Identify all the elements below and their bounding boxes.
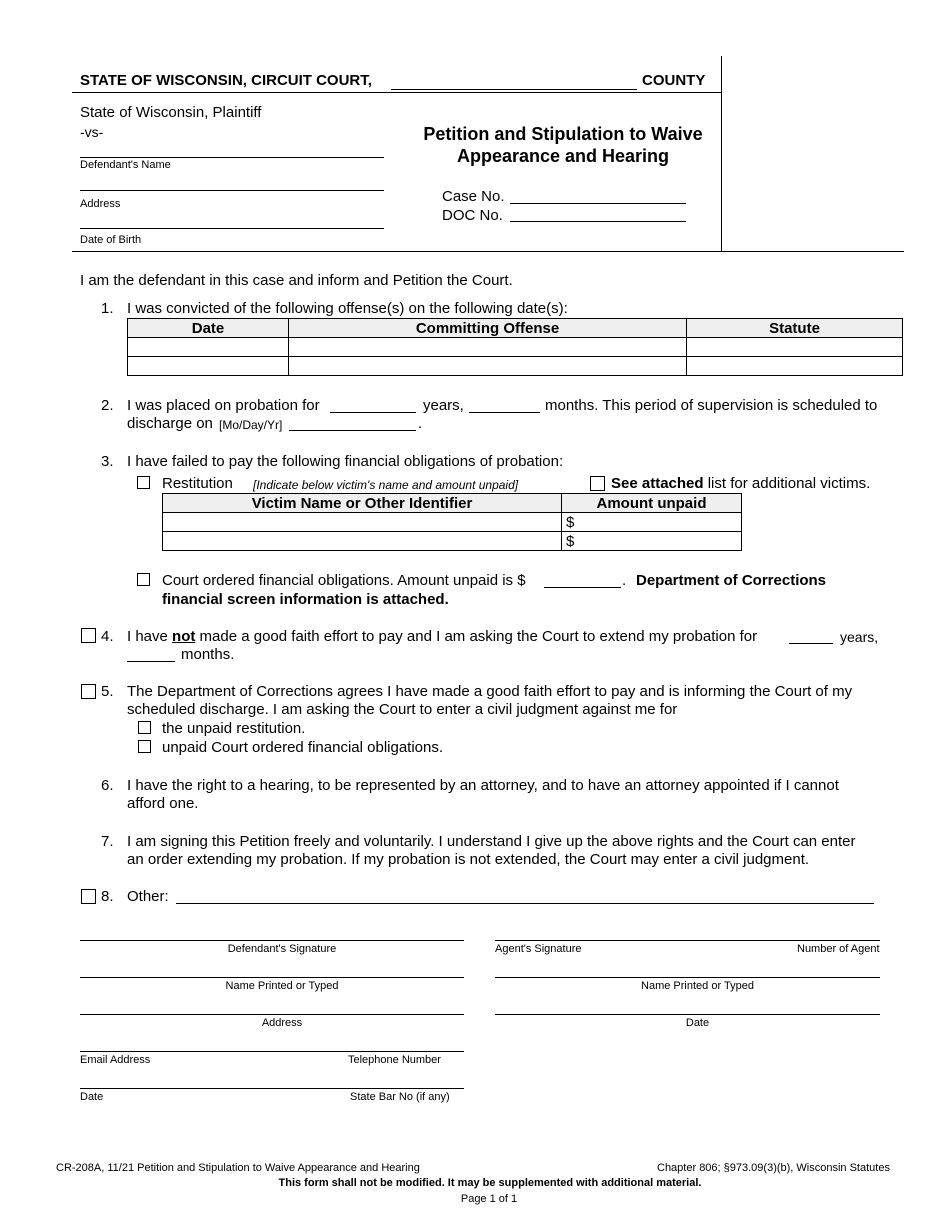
court-suffix: COUNTY <box>642 72 706 89</box>
item2-part3: months. This period of supervision is scheduled to <box>545 397 878 414</box>
see-attached-bold: See attached <box>611 475 704 492</box>
item1-number: 1. <box>101 300 114 317</box>
court-obligations-checkbox[interactable] <box>137 573 150 586</box>
item4-checkbox[interactable] <box>81 628 96 643</box>
name-printed-left-line[interactable] <box>80 977 464 978</box>
item5-opt2: unpaid Court ordered financial obligations. <box>162 739 444 756</box>
victim-cell-amount[interactable]: $ <box>562 513 742 532</box>
offense-cell-date[interactable] <box>128 357 289 376</box>
item8-label: Other: <box>127 888 169 905</box>
item5-line1: The Department of Corrections agrees I have made a good faith effort to pay and is informing the Court of my <box>127 683 853 700</box>
item5-line2: scheduled discharge. I am asking the Court to enter a civil judgment against me for <box>127 701 678 718</box>
footer-notice: This form shall not be modified. It may be supplemented with additional material. <box>278 1177 702 1189</box>
email-telephone-line[interactable] <box>80 1051 464 1052</box>
date-left-label: Date <box>80 1091 104 1103</box>
other-field[interactable] <box>176 903 874 904</box>
item1-text: I was convicted of the following offense(s) on the following date(s): <box>127 300 568 317</box>
probation-months-field[interactable] <box>469 412 540 413</box>
victim-cell-name[interactable] <box>163 532 562 551</box>
item4-text <box>127 628 757 645</box>
footer-form-id: CR-208A, 11/21 Petition and Stipulation to Waive Appearance and Hearing <box>56 1162 420 1174</box>
item2-part1: I was placed on probation for <box>127 397 320 414</box>
court-obligations-text: Court ordered financial obligations. Amount unpaid is $ <box>162 572 526 589</box>
item2-period: . <box>418 415 423 432</box>
item4-not: not <box>172 628 196 645</box>
victim-cell-name[interactable] <box>163 513 562 532</box>
offense-col-date: Date <box>128 319 289 338</box>
item2-date-hint: [Mo/Day/Yr] <box>219 418 283 432</box>
table-row <box>163 532 742 551</box>
address-field[interactable] <box>80 190 384 191</box>
court-obligations-amount-field[interactable] <box>544 587 621 588</box>
victim-col-name: Victim Name or Other Identifier <box>163 494 562 513</box>
state-bar-label: State Bar No (if any) <box>350 1091 450 1103</box>
see-attached-checkbox[interactable] <box>590 476 605 491</box>
extend-years-field[interactable] <box>789 643 833 644</box>
court-prefix: STATE OF WISCONSIN, CIRCUIT COURT, <box>80 72 372 89</box>
victim-table <box>162 493 742 551</box>
defendant-signature-line[interactable] <box>80 940 464 941</box>
item6-line1: I have the right to a hearing, to be represented by an attorney, and to have an attorney appointed if I cannot <box>127 777 839 794</box>
defendant-address-label: Address <box>261 1017 303 1029</box>
offense-table <box>127 318 903 376</box>
item4-part1: I have <box>127 628 168 645</box>
header-divider-top <box>72 92 721 93</box>
see-attached-text <box>611 475 870 492</box>
intro-text: I am the defendant in this case and inform and Petition the Court. <box>80 272 513 289</box>
unpaid-court-obligations-checkbox[interactable] <box>138 740 151 753</box>
name-printed-left-label: Name Printed or Typed <box>225 980 339 992</box>
vs-label: -vs- <box>80 124 104 140</box>
court-obligations-period: . <box>622 572 627 589</box>
page-title-line2: Appearance and Hearing <box>456 146 670 166</box>
name-printed-right-label: Name Printed or Typed <box>641 980 754 992</box>
see-attached-rest: list for additional victims. <box>707 475 871 492</box>
item5-opt1: the unpaid restitution. <box>162 720 306 737</box>
offense-col-offense: Committing Offense <box>289 319 687 338</box>
doc-no-field[interactable] <box>510 221 686 222</box>
address-label: Address <box>80 198 121 210</box>
item4-years: years, <box>840 629 879 645</box>
item2-part2: years, <box>423 397 464 414</box>
item5-checkbox[interactable] <box>81 684 96 699</box>
case-no-field[interactable] <box>510 203 686 204</box>
defendant-name-field[interactable] <box>80 157 384 158</box>
header-divider-bottom <box>72 251 904 252</box>
email-label: Email Address <box>80 1054 151 1066</box>
offense-cell-statute[interactable] <box>687 357 903 376</box>
restitution-checkbox[interactable] <box>137 476 150 489</box>
doc-no-label: DOC No. <box>442 207 503 224</box>
item3-text: I have failed to pay the following financial obligations of probation: <box>127 453 564 470</box>
item8-number: 8. <box>101 888 114 905</box>
telephone-label: Telephone Number <box>348 1054 441 1066</box>
date-right-line[interactable] <box>495 1014 880 1015</box>
date-right-label: Date <box>685 1017 710 1029</box>
victim-col-amount: Amount unpaid <box>562 494 742 513</box>
item4-months: months. <box>181 646 235 663</box>
page-title-line1: Petition and Stipulation to Waive <box>423 124 703 144</box>
item7-line1: I am signing this Petition freely and voluntarily. I understand I give up the above rights and the Court can enter <box>127 833 856 850</box>
item3-number: 3. <box>101 453 114 470</box>
unpaid-restitution-checkbox[interactable] <box>138 721 151 734</box>
dob-label: Date of Birth <box>80 234 142 246</box>
offense-cell-statute[interactable] <box>687 338 903 357</box>
table-row <box>128 357 903 376</box>
date-statebar-line[interactable] <box>80 1088 464 1089</box>
victim-cell-amount[interactable]: $ <box>562 532 742 551</box>
restitution-label: Restitution <box>162 475 233 492</box>
page-title <box>400 123 726 167</box>
item8-checkbox[interactable] <box>81 889 96 904</box>
item7-line2: an order extending my probation. If my probation is not extended, the Court may enter a civil judgment. <box>127 851 810 868</box>
offense-cell-offense[interactable] <box>289 338 687 357</box>
defendant-address-line[interactable] <box>80 1014 464 1015</box>
probation-years-field[interactable] <box>330 412 416 413</box>
offense-col-statute: Statute <box>687 319 903 338</box>
item7-number: 7. <box>101 833 114 850</box>
name-printed-right-line[interactable] <box>495 977 880 978</box>
dob-field[interactable] <box>80 228 384 229</box>
offense-cell-offense[interactable] <box>289 357 687 376</box>
defendant-signature-label: Defendant's Signature <box>227 943 337 955</box>
footer-page-number: Page 1 of 1 <box>460 1193 518 1205</box>
item6-line2: afford one. <box>127 795 199 812</box>
offense-cell-date[interactable] <box>128 338 289 357</box>
defendant-name-label: Defendant's Name <box>80 159 171 171</box>
footer-statutes: Chapter 806; §973.09(3)(b), Wisconsin Statutes <box>657 1162 890 1174</box>
agent-number-label: Number of Agent <box>797 943 880 955</box>
case-no-label: Case No. <box>442 188 505 205</box>
doc-attached-line2: financial screen information is attached. <box>162 591 449 608</box>
discharge-date-field[interactable] <box>289 430 416 431</box>
extend-months-field[interactable] <box>127 661 175 662</box>
table-row <box>128 338 903 357</box>
doc-attached-line1: Department of Corrections <box>636 572 827 589</box>
item4-part2: made a good faith effort to pay and I am asking the Court to extend my probation for <box>199 628 758 645</box>
item5-number: 5. <box>101 683 114 700</box>
item2-number: 2. <box>101 397 114 414</box>
agent-signature-label: Agent's Signature <box>495 943 582 955</box>
county-field[interactable] <box>391 89 637 90</box>
item4-number: 4. <box>101 628 114 645</box>
plaintiff-label: State of Wisconsin, Plaintiff <box>80 104 262 121</box>
agent-signature-line[interactable] <box>495 940 880 941</box>
table-row <box>163 513 742 532</box>
restitution-hint: [Indicate below victim's name and amount unpaid] <box>253 478 519 492</box>
item6-number: 6. <box>101 777 114 794</box>
item2-part4: discharge on <box>127 415 213 432</box>
